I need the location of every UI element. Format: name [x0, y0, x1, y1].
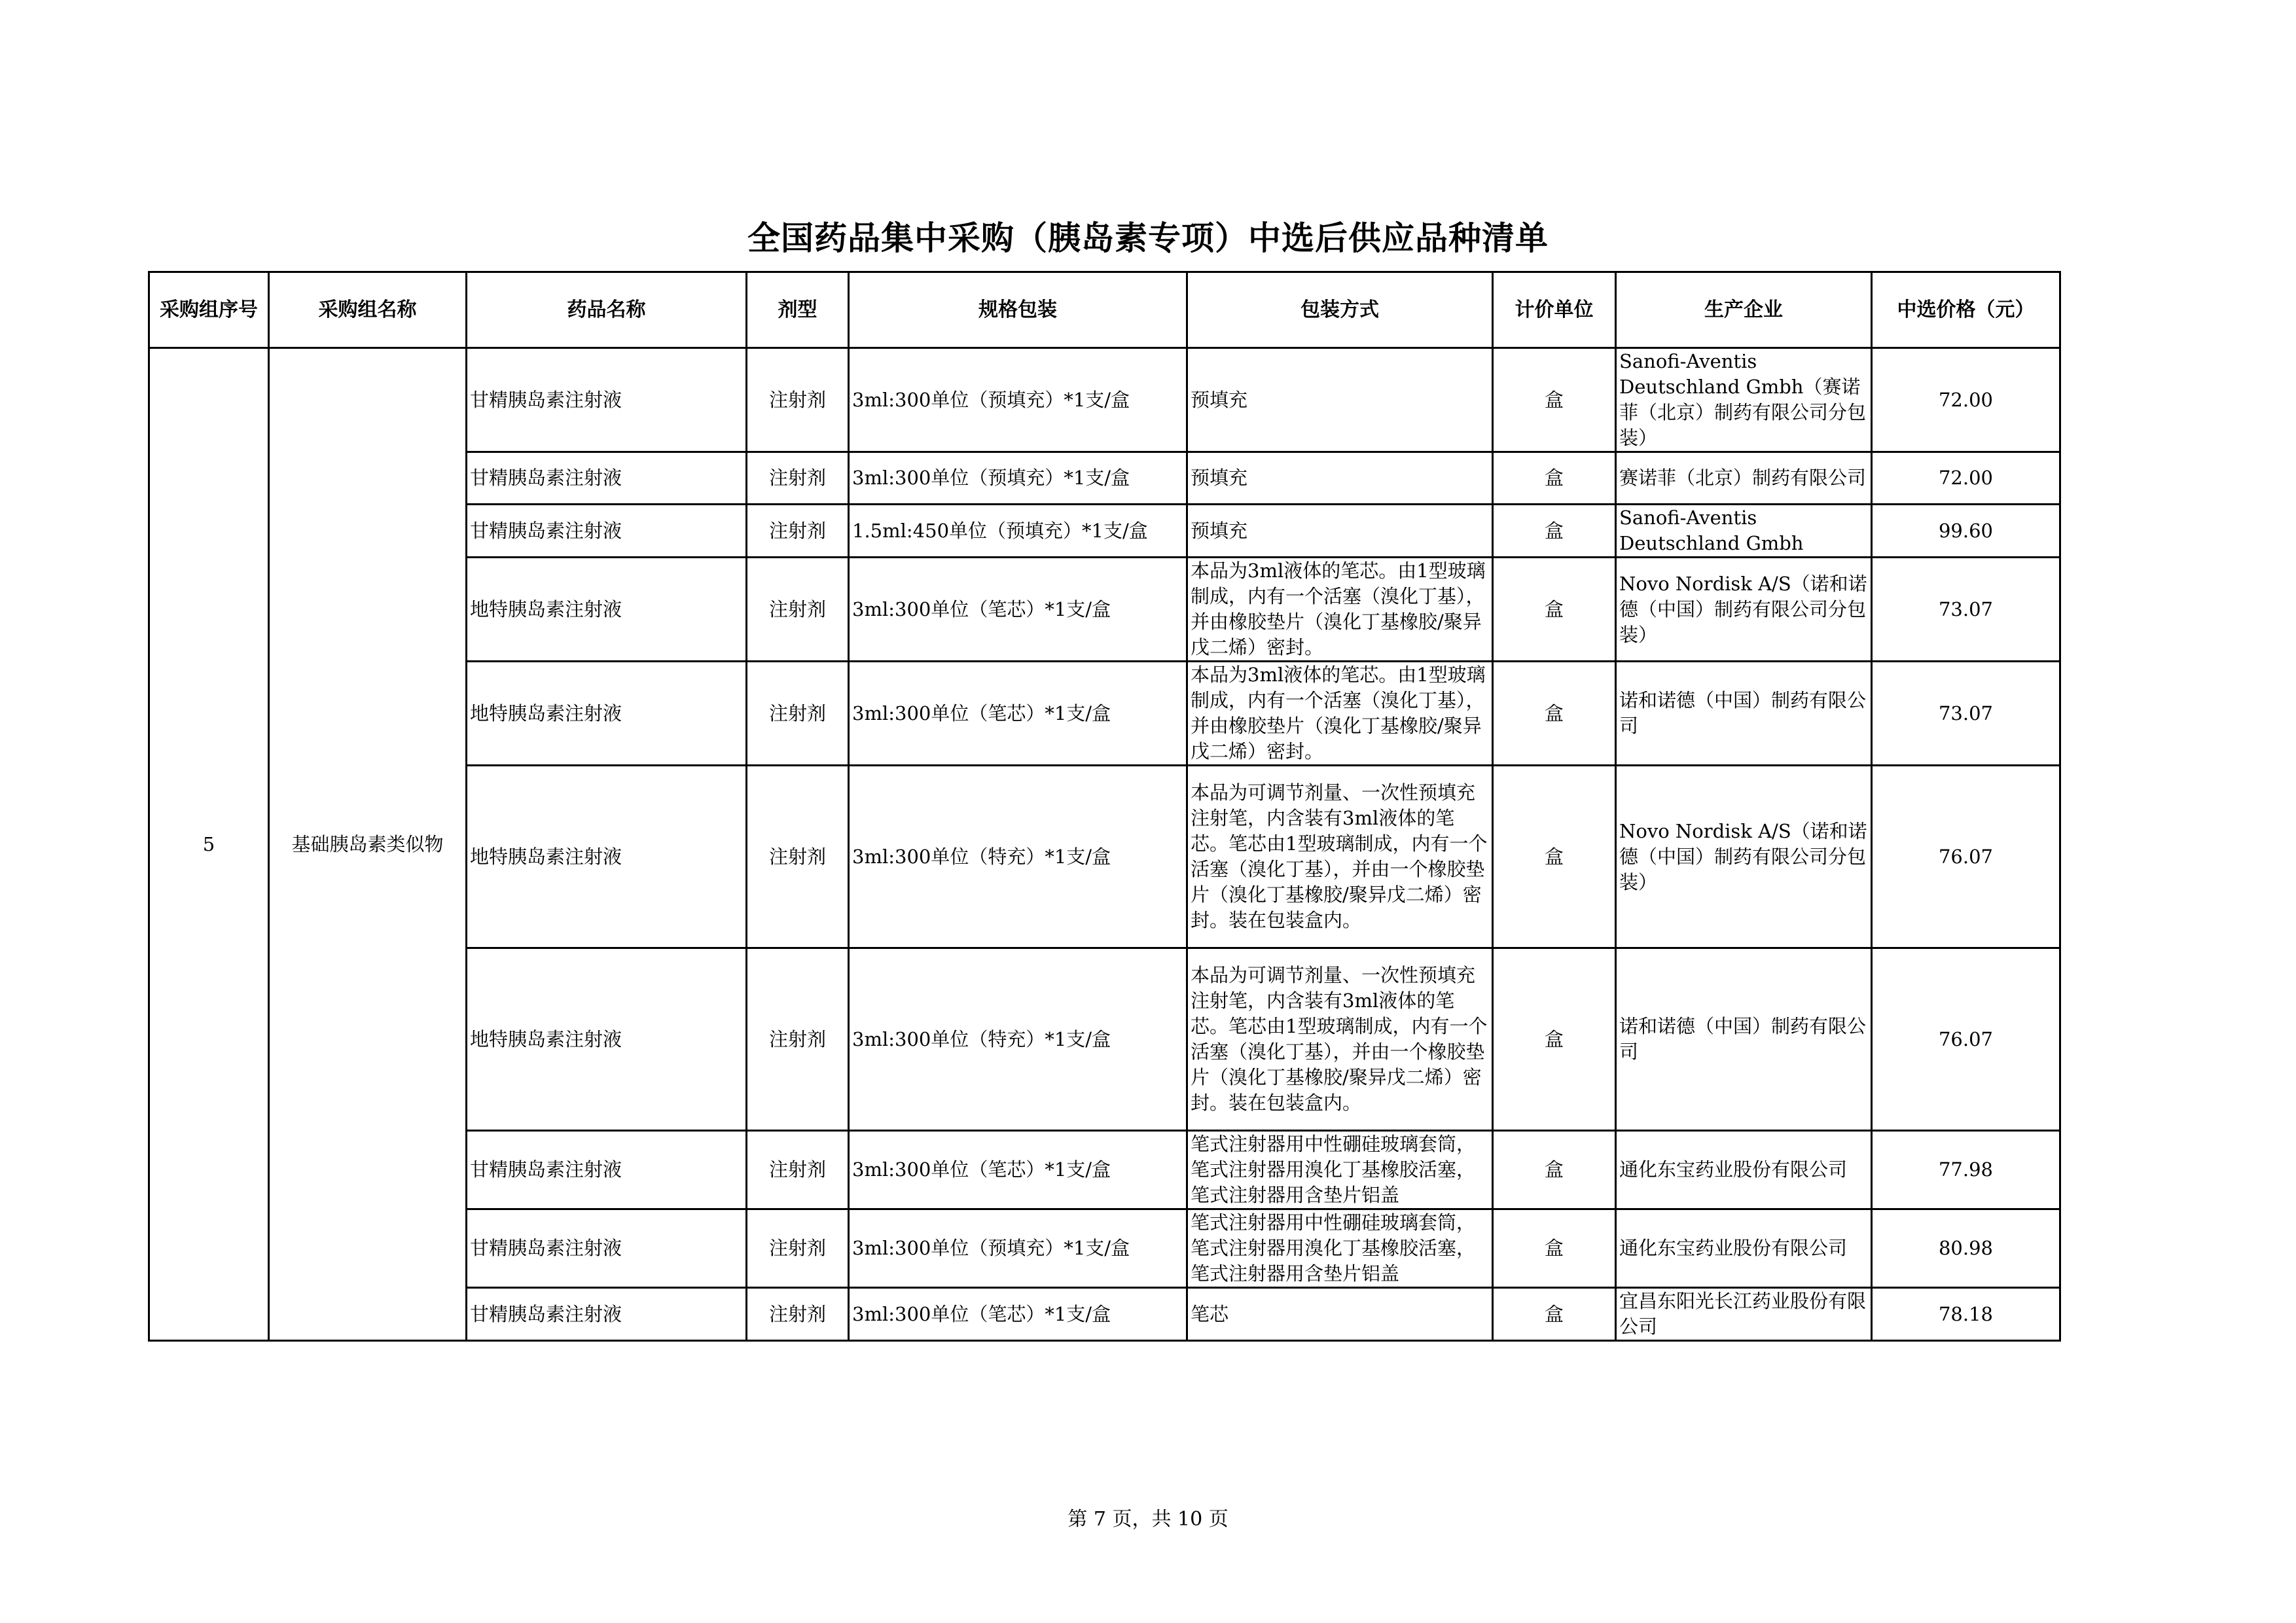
drug-name-cell: 地特胰岛素注射液 — [467, 662, 747, 766]
header-drug-name: 药品名称 — [467, 272, 747, 348]
unit-cell: 盒 — [1493, 662, 1616, 766]
unit-cell: 盒 — [1493, 1288, 1616, 1341]
spec-cell: 3ml:300单位（笔芯）*1支/盒 — [849, 558, 1187, 662]
drug-name-cell: 甘精胰岛素注射液 — [467, 505, 747, 558]
unit-cell: 盒 — [1493, 948, 1616, 1131]
manufacturer-cell: 赛诺菲（北京）制药有限公司 — [1616, 452, 1872, 505]
unit-cell: 盒 — [1493, 558, 1616, 662]
packaging-cell: 预填充 — [1187, 348, 1493, 452]
manufacturer-cell: 诺和诺德（中国）制药有限公司 — [1616, 948, 1872, 1131]
manufacturer-cell: 诺和诺德（中国）制药有限公司 — [1616, 662, 1872, 766]
price-cell: 72.00 — [1872, 348, 2060, 452]
price-cell: 77.98 — [1872, 1131, 2060, 1209]
spec-cell: 3ml:300单位（笔芯）*1支/盒 — [849, 662, 1187, 766]
manufacturer-cell: Novo Nordisk A/S（诺和诺德（中国）制药有限公司分包装） — [1616, 558, 1872, 662]
packaging-cell: 本品为可调节剂量、一次性预填充注射笔，内含装有3ml液体的笔芯。笔芯由1型玻璃制成，内有一个活塞（溴化丁基），并由一个橡胶垫片（溴化丁基橡胶/聚异戊二烯）密封。装在包装盒内。 — [1187, 766, 1493, 948]
price-cell: 73.07 — [1872, 662, 2060, 766]
manufacturer-cell: 通化东宝药业股份有限公司 — [1616, 1209, 1872, 1288]
packaging-cell: 本品为3ml液体的笔芯。由1型玻璃制成，内有一个活塞（溴化丁基），并由橡胶垫片（溴化丁基橡胶/聚异戊二烯）密封。 — [1187, 662, 1493, 766]
price-cell: 73.07 — [1872, 558, 2060, 662]
unit-cell: 盒 — [1493, 1131, 1616, 1209]
header-manufacturer: 生产企业 — [1616, 272, 1872, 348]
group-name-cell: 基础胰岛素类似物 — [269, 348, 467, 1341]
header-price: 中选价格（元） — [1872, 272, 2060, 348]
header-group-name: 采购组名称 — [269, 272, 467, 348]
spec-cell: 3ml:300单位（笔芯）*1支/盒 — [849, 1288, 1187, 1341]
spec-cell: 3ml:300单位（笔芯）*1支/盒 — [849, 1131, 1187, 1209]
price-cell: 72.00 — [1872, 452, 2060, 505]
manufacturer-cell: 宜昌东阳光长江药业股份有限公司 — [1616, 1288, 1872, 1341]
dosage-form-cell: 注射剂 — [747, 948, 849, 1131]
spec-cell: 3ml:300单位（预填充）*1支/盒 — [849, 1209, 1187, 1288]
spec-cell: 3ml:300单位（特充）*1支/盒 — [849, 948, 1187, 1131]
drug-name-cell: 甘精胰岛素注射液 — [467, 452, 747, 505]
unit-cell: 盒 — [1493, 452, 1616, 505]
dosage-form-cell: 注射剂 — [747, 348, 849, 452]
unit-cell: 盒 — [1493, 766, 1616, 948]
group-no-cell: 5 — [149, 348, 269, 1341]
header-packaging: 包装方式 — [1187, 272, 1493, 348]
manufacturer-cell: Sanofi-Aventis Deutschland Gmbh — [1616, 505, 1872, 558]
dosage-form-cell: 注射剂 — [747, 452, 849, 505]
price-cell: 76.07 — [1872, 766, 2060, 948]
dosage-form-cell: 注射剂 — [747, 662, 849, 766]
price-cell: 99.60 — [1872, 505, 2060, 558]
drug-name-cell: 地特胰岛素注射液 — [467, 766, 747, 948]
header-unit: 计价单位 — [1493, 272, 1616, 348]
drug-name-cell: 甘精胰岛素注射液 — [467, 1288, 747, 1341]
supply-list-table — [148, 271, 2061, 1342]
packaging-cell: 笔芯 — [1187, 1288, 1493, 1341]
table-row — [149, 348, 2060, 452]
drug-name-cell: 甘精胰岛素注射液 — [467, 1131, 747, 1209]
unit-cell: 盒 — [1493, 348, 1616, 452]
header-dosage-form: 剂型 — [747, 272, 849, 348]
dosage-form-cell: 注射剂 — [747, 1209, 849, 1288]
page-title: 全国药品集中采购（胰岛素专项）中选后供应品种清单 — [747, 219, 1549, 257]
drug-name-cell: 甘精胰岛素注射液 — [467, 348, 747, 452]
unit-cell: 盒 — [1493, 505, 1616, 558]
spec-cell: 3ml:300单位（预填充）*1支/盒 — [849, 348, 1187, 452]
header-spec: 规格包装 — [849, 272, 1187, 348]
dosage-form-cell: 注射剂 — [747, 505, 849, 558]
drug-name-cell: 地特胰岛素注射液 — [467, 948, 747, 1131]
manufacturer-cell: 通化东宝药业股份有限公司 — [1616, 1131, 1872, 1209]
dosage-form-cell: 注射剂 — [747, 1131, 849, 1209]
manufacturer-cell: Sanofi-Aventis Deutschland Gmbh（赛诺菲（北京）制药有限公司分包装） — [1616, 348, 1872, 452]
spec-cell: 3ml:300单位（预填充）*1支/盒 — [849, 452, 1187, 505]
packaging-cell: 本品为3ml液体的笔芯。由1型玻璃制成，内有一个活塞（溴化丁基），并由橡胶垫片（溴化丁基橡胶/聚异戊二烯）密封。 — [1187, 558, 1493, 662]
drug-name-cell: 地特胰岛素注射液 — [467, 558, 747, 662]
header-group-no: 采购组序号 — [149, 272, 269, 348]
manufacturer-cell: Novo Nordisk A/S（诺和诺德（中国）制药有限公司分包装） — [1616, 766, 1872, 948]
dosage-form-cell: 注射剂 — [747, 1288, 849, 1341]
drug-name-cell: 甘精胰岛素注射液 — [467, 1209, 747, 1288]
packaging-cell: 笔式注射器用中性硼硅玻璃套筒，笔式注射器用溴化丁基橡胶活塞，笔式注射器用含垫片铝盖 — [1187, 1131, 1493, 1209]
dosage-form-cell: 注射剂 — [747, 766, 849, 948]
packaging-cell: 预填充 — [1187, 452, 1493, 505]
packaging-cell: 本品为可调节剂量、一次性预填充注射笔，内含装有3ml液体的笔芯。笔芯由1型玻璃制成，内有一个活塞（溴化丁基），并由一个橡胶垫片（溴化丁基橡胶/聚异戊二烯）密封。装在包装盒内。 — [1187, 948, 1493, 1131]
price-cell: 80.98 — [1872, 1209, 2060, 1288]
page-footer: 第 7 页，共 10 页 — [1067, 1508, 1229, 1531]
table-header-row — [149, 272, 2060, 348]
packaging-cell: 笔式注射器用中性硼硅玻璃套筒，笔式注射器用溴化丁基橡胶活塞，笔式注射器用含垫片铝盖 — [1187, 1209, 1493, 1288]
price-cell: 78.18 — [1872, 1288, 2060, 1341]
spec-cell: 3ml:300单位（特充）*1支/盒 — [849, 766, 1187, 948]
packaging-cell: 预填充 — [1187, 505, 1493, 558]
price-cell: 76.07 — [1872, 948, 2060, 1131]
dosage-form-cell: 注射剂 — [747, 558, 849, 662]
unit-cell: 盒 — [1493, 1209, 1616, 1288]
spec-cell: 1.5ml:450单位（预填充）*1支/盒 — [849, 505, 1187, 558]
